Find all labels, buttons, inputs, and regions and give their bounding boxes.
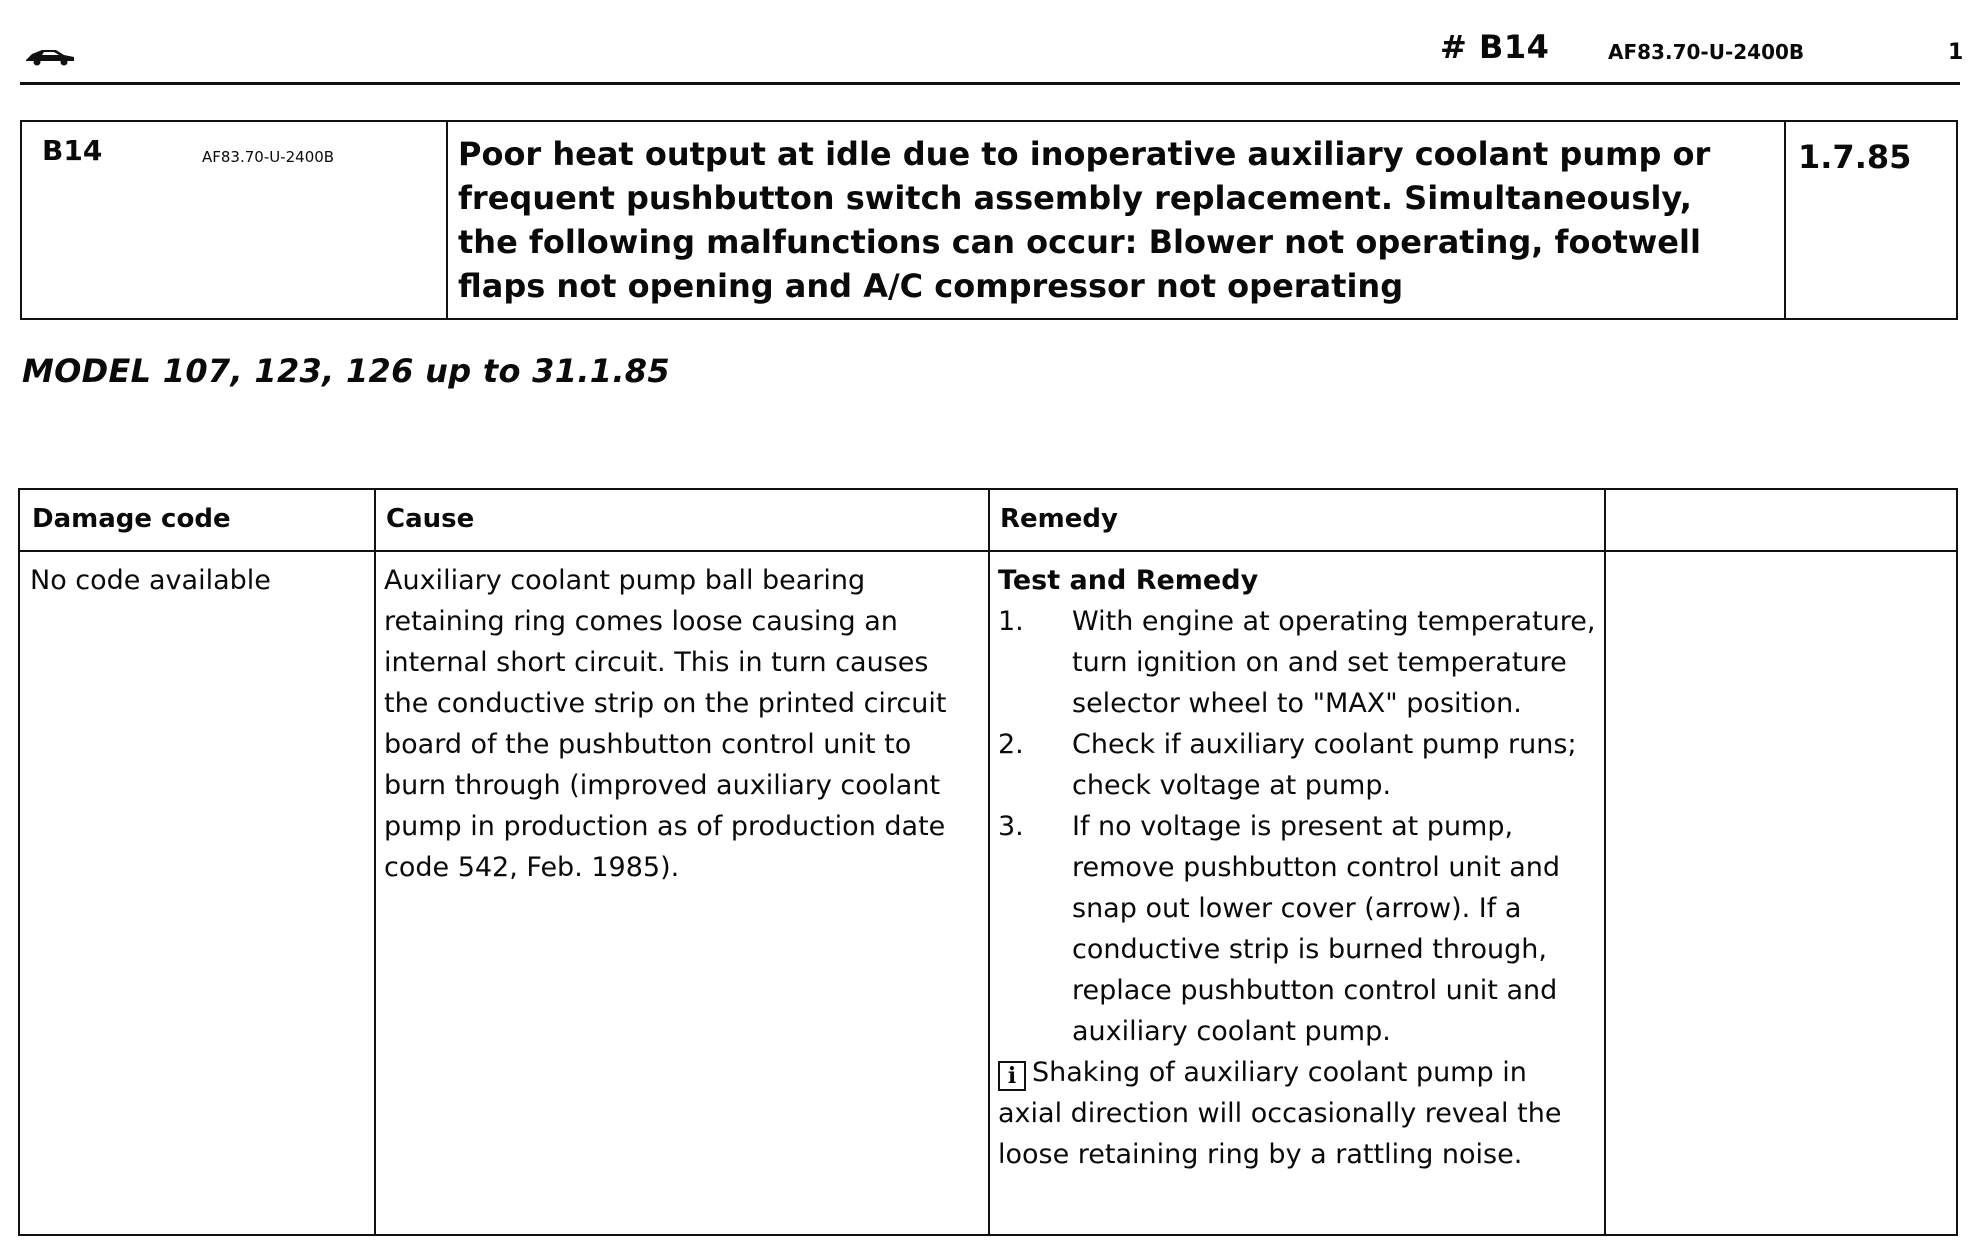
- step-number: 2.: [998, 729, 1024, 760]
- header-doc-number: AF83.70-U-2400B: [1608, 40, 1805, 64]
- column-divider: [988, 490, 990, 1234]
- remedy-step: [998, 724, 1598, 806]
- remedy-heading: Test and Remedy: [998, 565, 1259, 596]
- step-text: Check if auxiliary coolant pump runs; check voltage at pump.: [1072, 729, 1577, 801]
- step-text: With engine at operating temperature, turn ignition on and set temperature selector wheel to "MAX" position.: [1072, 606, 1596, 719]
- step-number: 3.: [998, 811, 1024, 842]
- bulletin-doc-number: AF83.70-U-2400B: [202, 148, 335, 166]
- step-number: 1.: [998, 606, 1024, 637]
- title-box: [20, 120, 1958, 320]
- model-heading: MODEL 107, 123, 126 up to 31.1.85: [22, 352, 670, 390]
- bulletin-date: 1.7.85: [1798, 138, 1912, 176]
- info-icon: i: [998, 1061, 1026, 1091]
- remedy-steps: [998, 601, 1598, 1052]
- damage-code-value: No code available: [30, 565, 271, 596]
- car-icon: [24, 44, 76, 66]
- damage-table: [18, 488, 1958, 1236]
- remedy-step: [998, 806, 1598, 1052]
- column-divider: [1604, 490, 1606, 1234]
- note-text: Shaking of auxiliary coolant pump in axial direction will occasionally reveal the loose retaining ring by a rattling noise.: [998, 1057, 1562, 1170]
- page-number: 1: [1948, 40, 1964, 65]
- header-cause: Cause: [386, 504, 475, 534]
- header-damage-code: Damage code: [32, 504, 231, 534]
- step-text: If no voltage is present at pump, remove pushbutton control unit and snap out lower cover (arrow). If a conductive strip is burned through, replace pushbutton control unit and auxiliary coolant pump.: [1072, 811, 1561, 1047]
- title-box-divider: [446, 122, 448, 318]
- remedy-note: [998, 1052, 1598, 1175]
- header-code: # B14: [1440, 28, 1550, 66]
- bulletin-title: Poor heat output at idle due to inoperative auxiliary coolant pump or frequent pushbutton switch assembly replacement. Simultaneously, the following malfunctions can occur: Blower not operating, footwell flaps not opening and A/C compressor not operating: [458, 135, 1711, 305]
- header-remedy: Remedy: [1000, 504, 1118, 534]
- remedy-cell: [998, 560, 1598, 1175]
- cause-text: Auxiliary coolant pump ball bearing retaining ring comes loose causing an internal short circuit. This in turn causes the conductive strip on the printed circuit board of the pushbutton control unit to burn through (improved auxiliary coolant pump in production as of production date code 542, Feb. 1985).: [384, 565, 947, 883]
- title-box-divider: [1784, 122, 1786, 318]
- header-rule: [20, 82, 1960, 85]
- column-divider: [374, 490, 376, 1234]
- bulletin-code: B14: [42, 134, 103, 167]
- remedy-step: [998, 601, 1598, 724]
